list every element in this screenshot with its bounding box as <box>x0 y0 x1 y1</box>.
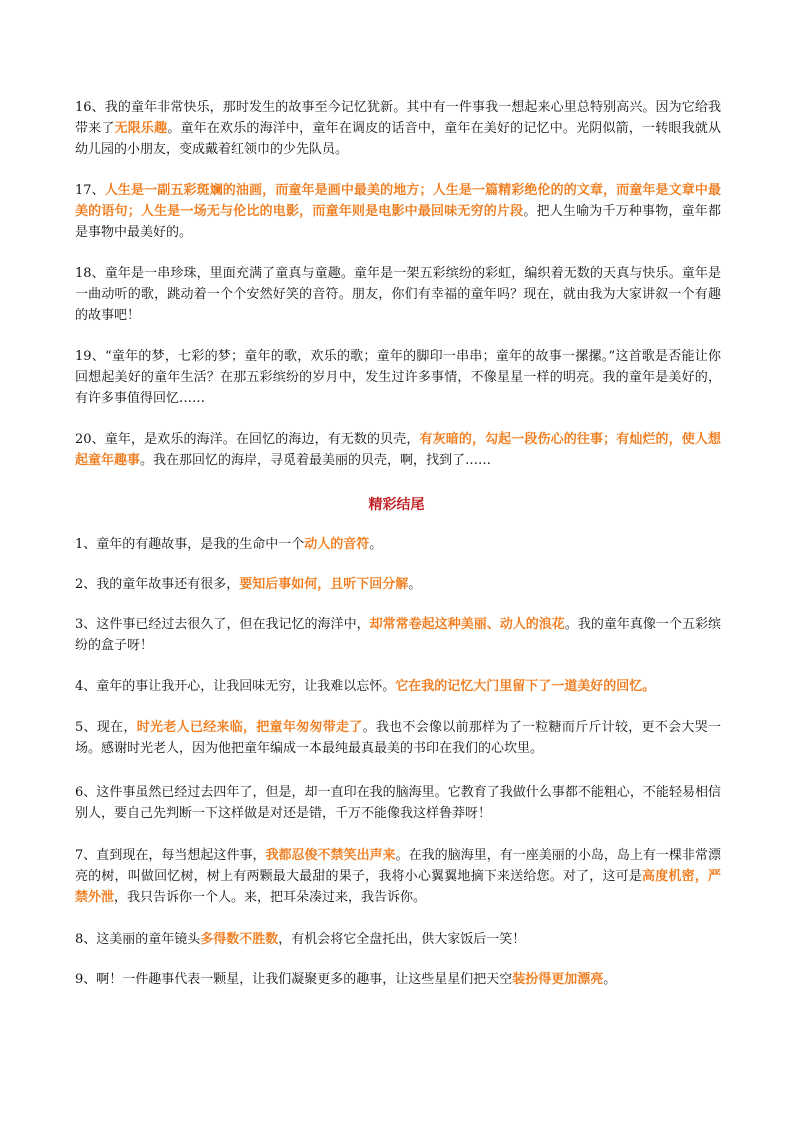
ending-8 <box>75 929 721 950</box>
highlighted-text: 它在我的记忆大门里留下了一道美好的回忆。 <box>395 679 656 694</box>
ending-1 <box>75 534 721 555</box>
paragraph-text: 17、 <box>75 183 105 198</box>
ending-2 <box>75 574 721 595</box>
highlighted-text: 装扮得更加漂亮 <box>512 972 604 987</box>
paragraph-16 <box>75 97 721 160</box>
paragraph-text: 18、童年是一串珍珠，里面充满了童真与童趣。童年是一架五彩缤纷的彩虹，编织着无数的天真与快乐。童年是一曲动听的歌，跳动着一个个安然好笑的音符。朋友，你们有幸福的童年吗？现在，就由我为大家讲叙一个有趣的故事吧！ <box>75 266 721 323</box>
paragraph-text: 。我的童年真像一个五彩缤纷的盒子呀！ <box>75 617 721 653</box>
section-heading: 精彩结尾 <box>368 497 425 513</box>
highlighted-text: 时光老人已经来临，把童年匆匆带走了 <box>136 720 363 735</box>
ending-5 <box>75 717 721 759</box>
paragraph-text: 1、童年的有趣故事，是我的生命中一个 <box>75 537 305 552</box>
ending-7 <box>75 845 721 908</box>
highlighted-text: 动人的音符 <box>304 537 370 552</box>
highlighted-text: 却常常卷起这种美丽、动人的浪花 <box>369 617 565 632</box>
highlighted-text: 人生是一副五彩斑斓的油画，而童年是画中最美的地方；人生是一篇精彩绝伦的的文章，而童年是文章中最美的语句；人生是一场无与伦比的电影，而童年则是电影中最回味无穷的片段 <box>75 183 721 219</box>
paragraph-20 <box>75 429 721 471</box>
paragraph-19 <box>75 346 721 409</box>
paragraph-text: 7、直到现在，每当想起这件事， <box>75 848 266 863</box>
paragraph-text: ，有机会将它全盘托出，供大家饭后一笑！ <box>278 932 526 947</box>
ending-9 <box>75 969 721 990</box>
paragraph-text: 。我也不会像以前那样为了一粒糖而斤斤计较，更不会大哭一场。感谢时光老人，因为他把童年编成一本最纯最真最美的书印在我们的心坎里。 <box>75 720 721 756</box>
paragraph-text: 8、这美丽的童年镜头 <box>75 932 201 947</box>
paragraph-text: 。在我的脑海里，有一座美丽的小岛，岛上有一棵非常漂亮的树，叫做回忆树，树上有两颗最大最甜的果子，我将小心翼翼地摘下来送给您。对了，这可是 <box>75 848 721 884</box>
paragraph-text: 。 <box>408 577 422 592</box>
ending-3 <box>75 614 721 656</box>
paragraph-18 <box>75 263 721 326</box>
paragraph-text: 。童年在欢乐的海洋中，童年在调皮的话音中，童年在美好的记忆中。光阴似箭，一转眼我就从幼儿园的小朋友，变成戴着红领巾的少先队员。 <box>75 121 721 157</box>
paragraph-text: 。 <box>603 972 617 987</box>
paragraph-17 <box>75 180 721 243</box>
highlighted-text: 我都忍俊不禁笑出声来 <box>265 848 396 863</box>
paragraph-text: 6、这件事虽然已经过去四年了，但是，却一直印在我的脑海里。它教育了我做什么事都不能粗心，不能轻易相信别人，要自己先判断一下这样做是对还是错，千万不能像我这样鲁莽呀！ <box>75 785 721 821</box>
paragraph-text: 16、我的童年非常快乐，那时发生的故事至今记忆犹新。其中有一件事我一想起来心里总特别高兴。因为它给我带来了 <box>75 100 721 136</box>
paragraph-text: 19、“童年的梦，七彩的梦；童年的歌，欢乐的歌；童年的脚印一串串；童年的故事一摞摞。”这首歌是否能让你回想起美好的童年生活？在那五彩缤纷的岁月中，发生过许多事情，不像星星一样的明亮。我的童年是美好的，有许多事值得回忆…… <box>75 349 721 406</box>
paragraph-text: 3、这件事已经过去很久了，但在我记忆的海洋中， <box>75 617 370 632</box>
highlighted-text: 要知后事如何，且听下回分解 <box>239 577 409 592</box>
highlighted-text: 有灰暗的，勾起一段伤心的往事；有灿烂的，使人想起童年趣事 <box>75 432 721 468</box>
paragraph-text: 20、童年，是欢乐的海洋。在回忆的海边，有无数的贝壳， <box>75 432 420 447</box>
paragraph-text: 。把人生喻为千万种事物，童年都是事物中最美好的。 <box>75 204 721 240</box>
paragraph-text: ，我只告诉你一个人。来，把耳朵凑过来，我告诉你。 <box>114 890 427 905</box>
paragraph-text: 2、我的童年故事还有很多， <box>75 577 240 592</box>
paragraph-text: 。 <box>369 537 383 552</box>
ending-4 <box>75 676 721 697</box>
highlighted-text: 多得数不胜数 <box>200 932 279 947</box>
paragraph-text: 5、现在， <box>75 720 137 735</box>
paragraph-text: 。我在那回忆的海岸，寻觅着最美丽的贝壳，啊，找到了…… <box>140 453 492 468</box>
highlighted-text: 高度机密，严禁外泄 <box>75 869 721 905</box>
ending-6 <box>75 782 721 824</box>
paragraph-text: 9、啊！一件趣事代表一颗星，让我们凝聚更多的趣事，让这些星星们把天空 <box>75 972 513 987</box>
highlighted-text: 无限乐趣 <box>114 121 168 136</box>
paragraph-text: 4、童年的事让我开心，让我回味无穷，让我难以忘怀。 <box>75 679 396 694</box>
